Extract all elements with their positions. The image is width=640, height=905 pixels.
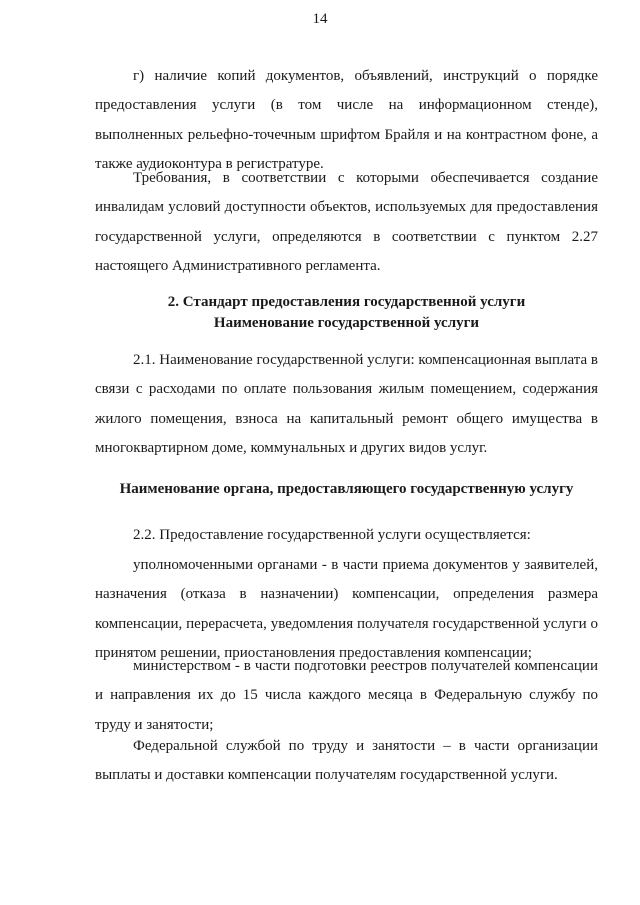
paragraph-service-name bbox=[95, 346, 598, 463]
section-title-line-1: 2. Стандарт предоставления государственной услуги bbox=[167, 294, 526, 310]
paragraph-federal-service bbox=[95, 732, 598, 791]
paragraph-authorized-bodies bbox=[95, 551, 598, 668]
section-title-line-2: Наименование государственной услуги bbox=[213, 315, 480, 331]
subheading-text: Наименование органа, предоставляющего государственную услугу bbox=[119, 481, 574, 497]
paragraph-text: уполномоченными органами - в части приема документов у заявителей, назначения (отказа в назначении) компенсации, определения размера компенсации, перерасчета, уведомления получателя государственной услуги о принятом решении, приостановления предоставления компенсации; bbox=[95, 557, 598, 661]
paragraph-text: г) наличие копий документов, объявлений, инструкций о порядке предоставления услуги (в том числе на информационном стенде), выполненных рельефно-точечным шрифтом Брайля и на контрастном фоне, а также аудиоконтура в регистратуре. bbox=[95, 68, 598, 172]
paragraph-ministry bbox=[95, 652, 598, 740]
paragraph-text: Федеральной службой по труду и занятости – в части организации выплаты и доставки компенсации получателям государственной услуги. bbox=[95, 738, 598, 784]
paragraph-text: министерством - в части подготовки реестров получателей компенсации и направления их до 15 числа каждого месяца в Федеральную службу по труду и занятости; bbox=[95, 658, 598, 733]
paragraph-accessibility bbox=[95, 164, 598, 281]
section-title bbox=[95, 292, 598, 334]
subheading-authority bbox=[95, 479, 598, 499]
page-number: 14 bbox=[312, 11, 328, 27]
paragraph-provision bbox=[95, 521, 598, 550]
paragraph-braille bbox=[95, 62, 598, 179]
paragraph-text: 2.1. Наименование государственной услуги: компенсационная выплата в связи с расходами по оплате пользования жилым помещением, содержания жилого помещения, взноса на капитальный ремонт общего имущества в многоквартирном доме, коммунальных и других видов услуг. bbox=[95, 352, 598, 456]
paragraph-text: Требования, в соответствии с которыми обеспечивается создание инвалидам условий доступности объектов, используемых для предоставления государственной услуги, определяются в соответствии с пунктом 2.27 настоящего Административного регламента. bbox=[95, 170, 598, 274]
paragraph-text: 2.2. Предоставление государственной услуги осуществляется: bbox=[133, 527, 531, 543]
